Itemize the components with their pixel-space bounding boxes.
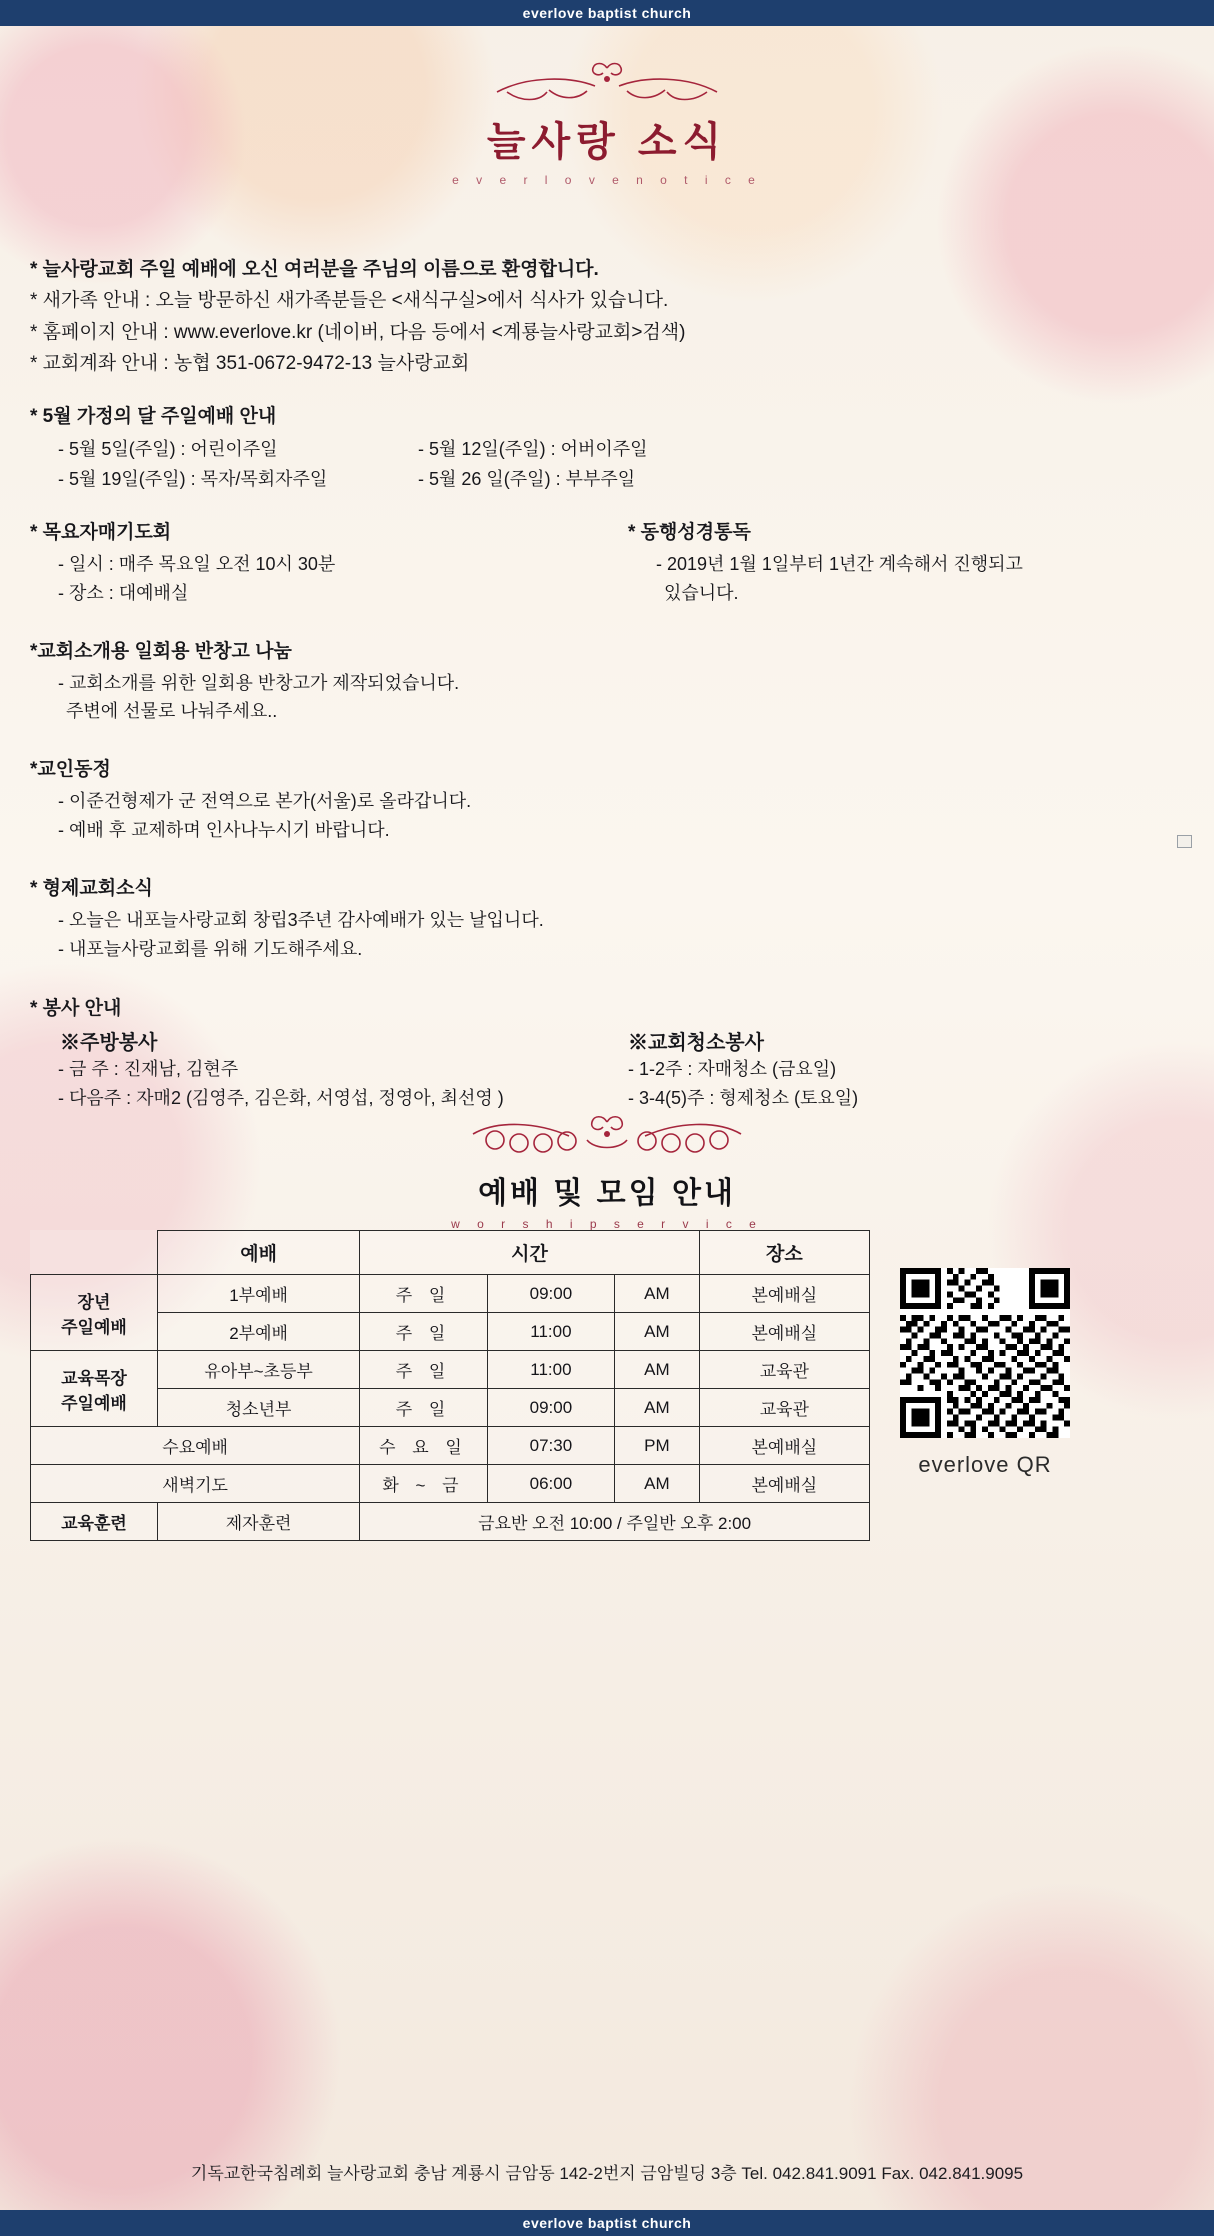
brother-church-line-1: - 오늘은 내포늘사랑교회 창립3주년 감사예배가 있는 날입니다. bbox=[58, 909, 544, 930]
row-5-time: 07:30 bbox=[487, 1427, 614, 1465]
row-2-day: 주 일 bbox=[360, 1313, 487, 1351]
brother-church-line-2: - 내포늘사랑교회를 위해 기도해주세요. bbox=[58, 938, 363, 959]
notice-title-korean: 늘사랑 소식 bbox=[486, 120, 728, 164]
prayer-section bbox=[30, 517, 628, 608]
row-7-name: 제자훈련 bbox=[157, 1503, 359, 1541]
header-blank bbox=[31, 1231, 158, 1275]
bible-line-2: 있습니다. bbox=[664, 582, 739, 603]
row-7-detail: 금요반 오전 10:00 / 주일반 오후 2:00 bbox=[360, 1503, 870, 1541]
row-4-time: 09:00 bbox=[487, 1389, 614, 1427]
notice-body bbox=[30, 255, 1180, 1113]
prayer-line-1: - 일시 : 매주 목요일 오전 10시 30분 bbox=[58, 553, 336, 574]
ornament-flourish-icon bbox=[477, 58, 737, 106]
prayer-line-2: - 장소 : 대예배실 bbox=[58, 582, 189, 603]
row-5-place: 본예배실 bbox=[699, 1427, 869, 1465]
row-1-place: 본예배실 bbox=[699, 1275, 869, 1313]
worship-title-english: w o r s h i p s e r v i c e bbox=[451, 1217, 763, 1231]
may-row-2 bbox=[30, 464, 1180, 495]
top-brand-bar bbox=[0, 0, 1214, 26]
bottom-brand-text: everlove baptist church bbox=[522, 2215, 692, 2231]
may-row-1-left: - 5월 5일(주일) : 어린이주일 bbox=[58, 438, 278, 459]
row-3-name: 유아부~초등부 bbox=[157, 1351, 359, 1389]
notice-line-1: * 늘사랑교회 주일 예배에 오신 여러분을 주님의 이름으로 환영합니다. bbox=[30, 259, 599, 280]
row-5-day: 수 요 일 bbox=[360, 1427, 487, 1465]
row-3-ampm: AM bbox=[615, 1351, 700, 1389]
table-row bbox=[31, 1465, 870, 1503]
kitchen-service-line-1: - 금 주 : 진재남, 김현주 bbox=[58, 1059, 239, 1080]
qr-block bbox=[900, 1268, 1070, 1478]
row-6-time: 06:00 bbox=[487, 1465, 614, 1503]
may-row-2-left: - 5월 19일(주일) : 목자/목회자주일 bbox=[58, 469, 328, 490]
members-line-1: - 이준건형제가 군 전역으로 본가(서울)로 올라갑니다. bbox=[58, 791, 472, 812]
bible-section bbox=[628, 517, 1180, 608]
qr-caption: everlove QR bbox=[918, 1452, 1052, 1477]
row-6-place: 본예배실 bbox=[699, 1465, 869, 1503]
row-2-name: 2부예배 bbox=[157, 1313, 359, 1351]
minimize-box-icon bbox=[1177, 835, 1192, 848]
header-service: 예배 bbox=[157, 1231, 359, 1275]
members-line-2: - 예배 후 교제하며 인사나누시기 바랍니다. bbox=[58, 819, 390, 840]
worship-schedule-table bbox=[30, 1230, 870, 1541]
worship-header bbox=[0, 1110, 1214, 1231]
service-section-heading: * 봉사 안내 bbox=[30, 998, 122, 1020]
row-5-name: 수요예배 bbox=[31, 1427, 360, 1465]
notice-line-4: * 교회계좌 안내 : 농협 351-0672-9472-13 늘사랑교회 bbox=[30, 353, 470, 375]
row-4-name: 청소년부 bbox=[157, 1389, 359, 1427]
top-brand-text: everlove baptist church bbox=[522, 5, 692, 21]
kitchen-service-line-2: - 다음주 : 자매2 (김영주, 김은화, 서영섭, 정영아, 최선영 ) bbox=[58, 1088, 504, 1109]
row-1-day: 주 일 bbox=[360, 1275, 487, 1313]
row-3-day: 주 일 bbox=[360, 1351, 487, 1389]
cleaning-service-block bbox=[628, 1026, 1180, 1113]
cleaning-service-heading: ※교회청소봉사 bbox=[628, 1032, 764, 1055]
ornament-flourish-icon-2 bbox=[457, 1110, 757, 1166]
row-6-day: 화 ~ 금 bbox=[360, 1465, 487, 1503]
qr-code-icon bbox=[900, 1268, 1070, 1438]
bible-line-1: - 2019년 1월 1일부터 1년간 계속해서 진행되고 bbox=[656, 553, 1023, 574]
bottom-brand-bar bbox=[0, 2210, 1214, 2236]
prayer-section-heading: * 목요자매기도회 bbox=[30, 521, 172, 543]
table-header-row bbox=[31, 1231, 870, 1275]
kitchen-service-heading: ※주방봉사 bbox=[60, 1032, 158, 1055]
row-2-ampm: AM bbox=[615, 1313, 700, 1351]
row-1-name: 1부예배 bbox=[157, 1275, 359, 1313]
row-1-ampm: AM bbox=[615, 1275, 700, 1313]
row-2-time: 11:00 bbox=[487, 1313, 614, 1351]
header-place: 장소 bbox=[699, 1231, 869, 1275]
table-row bbox=[31, 1427, 870, 1465]
footer-address: 기독교한국침례회 늘사랑교회 충남 계룡시 금암동 142-2번지 금암빌딩 3층 Tel. 042.841.9091 Fax. 042.841.9095 bbox=[190, 2164, 1024, 2183]
may-section-heading: * 5월 가정의 달 주일예배 안내 bbox=[30, 405, 277, 427]
notice-title-english: e v e r l o v e n o t i c e bbox=[452, 173, 762, 187]
row-3-place: 교육관 bbox=[699, 1351, 869, 1389]
notice-line-2: * 새가족 안내 : 오늘 방문하신 새가족분들은 <새식구실>에서 식사가 있습니다. bbox=[30, 290, 669, 312]
row-group-adult: 장년 주일예배 bbox=[31, 1275, 158, 1351]
table-row bbox=[31, 1503, 870, 1541]
row-4-place: 교육관 bbox=[699, 1389, 869, 1427]
bible-section-heading: * 동행성경통독 bbox=[628, 521, 751, 543]
row-6-name: 새벽기도 bbox=[31, 1465, 360, 1503]
cleaning-service-line-2: - 3-4(5)주 : 형제청소 (토요일) bbox=[628, 1088, 859, 1109]
bandaid-section-heading: *교회소개용 일회용 반창고 나눔 bbox=[30, 640, 292, 662]
notice-line-3: * 홈페이지 안내 : www.everlove.kr (네이버, 다음 등에서 <계룡늘사랑교회>검색) bbox=[30, 321, 686, 343]
row-3-time: 11:00 bbox=[487, 1351, 614, 1389]
bandaid-line-1: - 교회소개를 위한 일회용 반창고가 제작되었습니다. bbox=[58, 672, 460, 693]
may-row-1-right: - 5월 12일(주일) : 어버이주일 bbox=[418, 438, 648, 459]
row-4-ampm: AM bbox=[615, 1389, 700, 1427]
row-5-ampm: PM bbox=[615, 1427, 700, 1465]
row-4-day: 주 일 bbox=[360, 1389, 487, 1427]
notice-header bbox=[0, 58, 1214, 187]
row-7-group: 교육훈련 bbox=[31, 1503, 158, 1541]
row-group-education: 교육목장 주일예배 bbox=[31, 1351, 158, 1427]
table-row bbox=[31, 1275, 870, 1313]
members-section-heading: *교인동정 bbox=[30, 759, 111, 781]
may-row-1 bbox=[30, 434, 1180, 465]
cleaning-service-line-1: - 1-2주 : 자매청소 (금요일) bbox=[628, 1059, 837, 1080]
brother-church-heading: * 형제교회소식 bbox=[30, 877, 153, 899]
may-row-2-right: - 5월 26 일(주일) : 부부주일 bbox=[418, 469, 636, 490]
row-1-time: 09:00 bbox=[487, 1275, 614, 1313]
row-2-place: 본예배실 bbox=[699, 1313, 869, 1351]
row-6-ampm: AM bbox=[615, 1465, 700, 1503]
header-time: 시간 bbox=[360, 1231, 699, 1275]
table-row bbox=[31, 1351, 870, 1389]
kitchen-service-block bbox=[30, 1026, 628, 1113]
bandaid-line-2: 주변에 선물로 나눠주세요.. bbox=[66, 701, 278, 722]
worship-title-korean: 예배 및 모임 안내 bbox=[478, 1177, 736, 1210]
